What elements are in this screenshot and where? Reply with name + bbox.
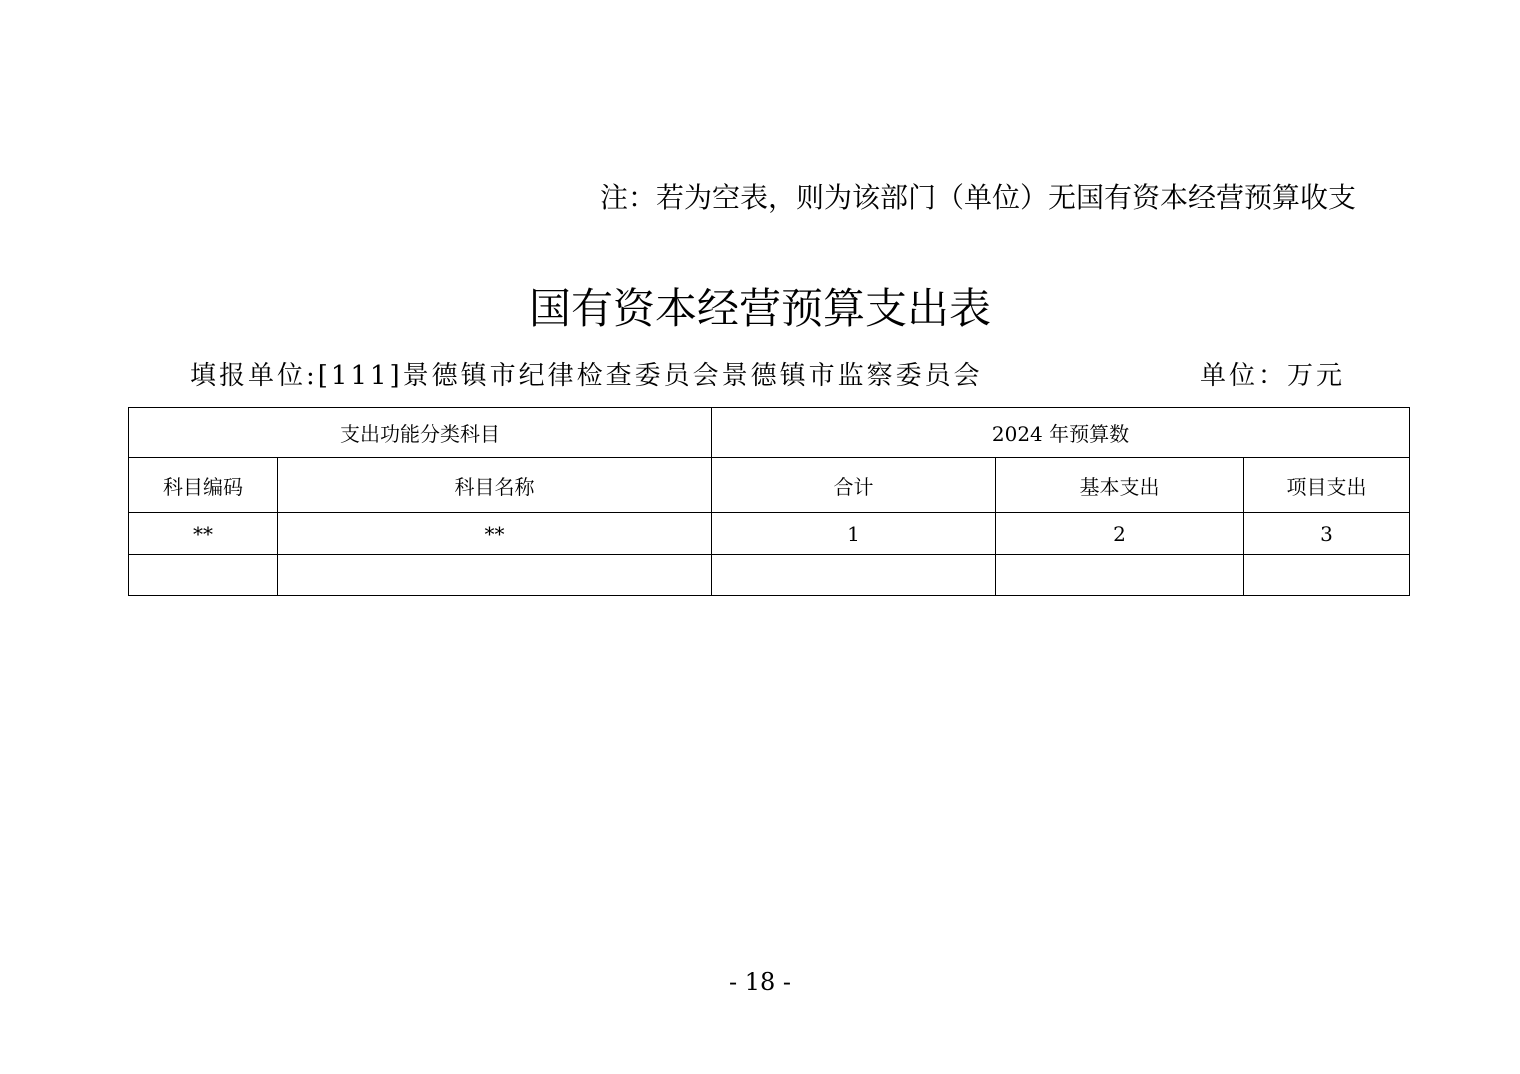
page-number: - 18 - bbox=[728, 968, 791, 996]
index-total-cell: 1 bbox=[712, 513, 996, 555]
column-header-row bbox=[129, 458, 1410, 513]
function-category-header: 支出功能分类科目 bbox=[129, 408, 712, 458]
currency-unit: 单位：万元 bbox=[1200, 361, 1346, 391]
index-code-cell: ** bbox=[129, 513, 278, 555]
data-total-cell bbox=[712, 555, 996, 596]
data-code-cell bbox=[129, 555, 278, 596]
code-column-header: 科目编码 bbox=[129, 458, 278, 513]
budget-expenditure-table bbox=[128, 407, 1410, 596]
index-basic-cell: 2 bbox=[996, 513, 1244, 555]
empty-table-note: 注：若为空表，则为该部门（单位）无国有资本经营预算收支 bbox=[600, 181, 1357, 214]
reporting-unit: 填报单位:[111]景德镇市纪律检查委员会景德镇市监察委员会 bbox=[190, 361, 983, 391]
index-row bbox=[129, 513, 1410, 555]
index-project-cell: 3 bbox=[1244, 513, 1410, 555]
project-column-header: 项目支出 bbox=[1244, 458, 1410, 513]
data-project-cell bbox=[1244, 555, 1410, 596]
table-row bbox=[129, 555, 1410, 596]
name-column-header: 科目名称 bbox=[278, 458, 712, 513]
data-basic-cell bbox=[996, 555, 1244, 596]
budget-year-header: 2024 年预算数 bbox=[712, 408, 1410, 458]
total-column-header: 合计 bbox=[712, 458, 996, 513]
index-name-cell: ** bbox=[278, 513, 712, 555]
group-header-row bbox=[129, 408, 1410, 458]
page-title: 国有资本经营预算支出表 bbox=[528, 284, 991, 333]
data-name-cell bbox=[278, 555, 712, 596]
basic-column-header: 基本支出 bbox=[996, 458, 1244, 513]
